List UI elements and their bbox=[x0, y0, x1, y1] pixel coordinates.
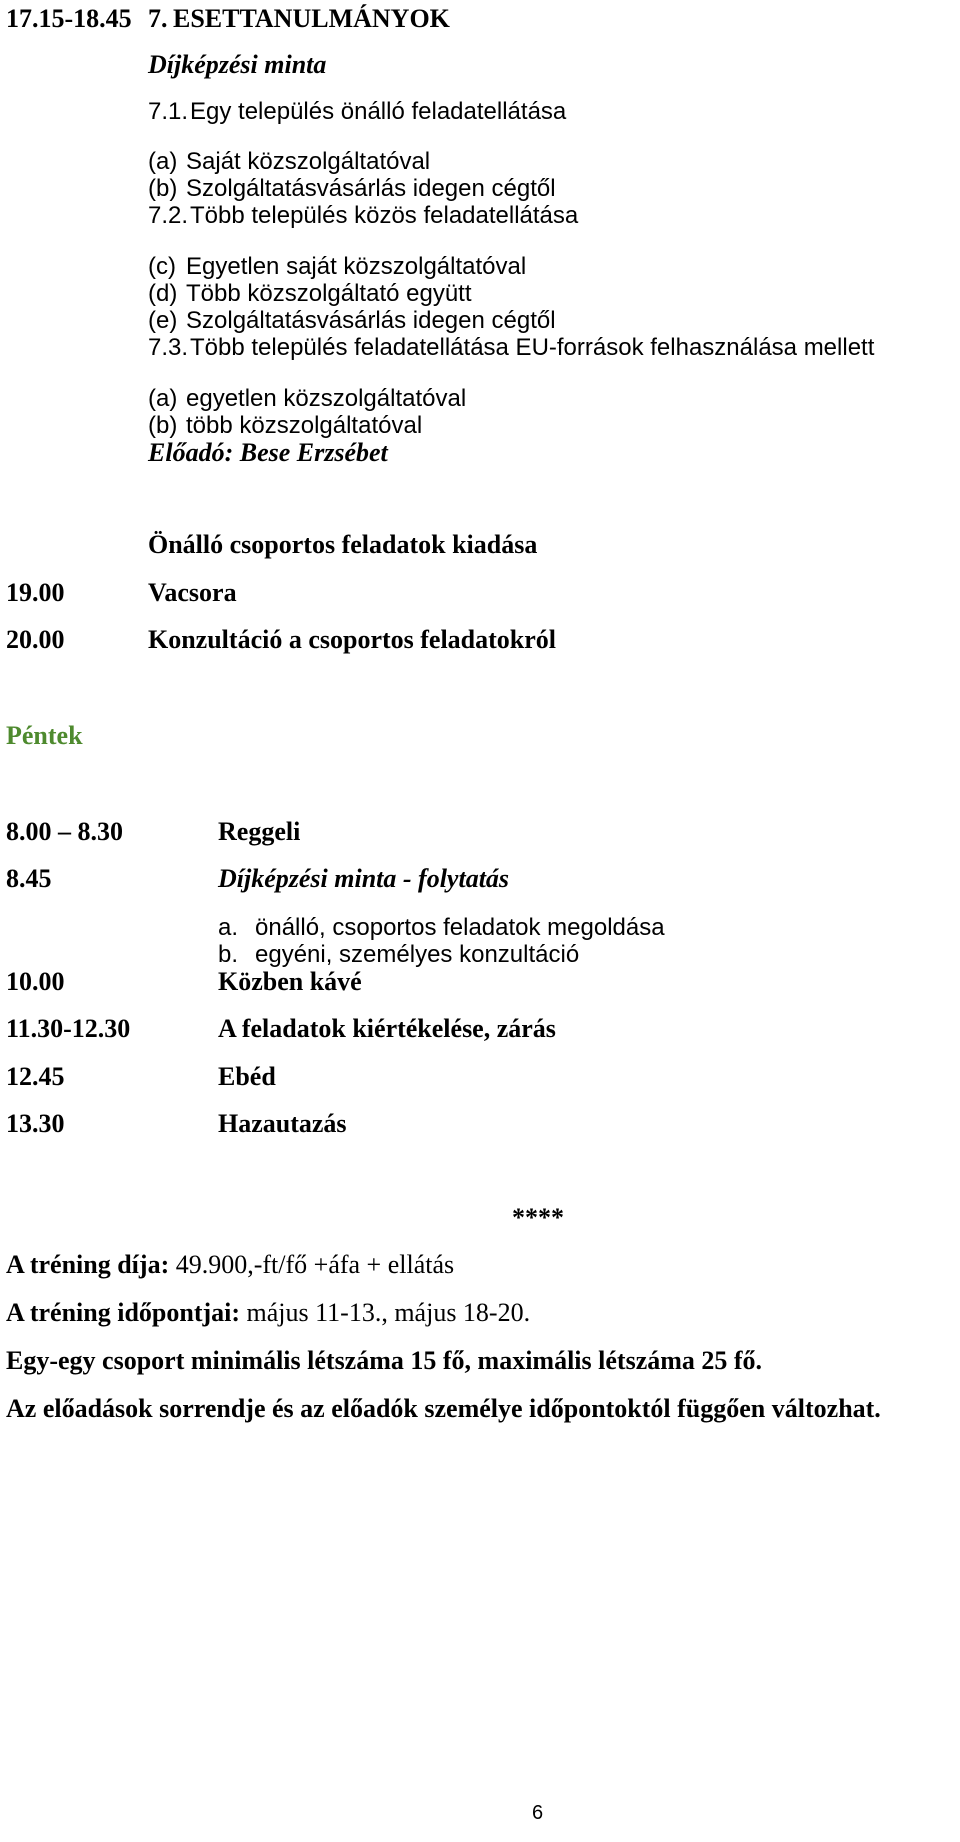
list-item: önálló, csoportos feladatok megoldása bbox=[255, 914, 665, 941]
schedule-item: Vacsora bbox=[148, 578, 237, 607]
presenter: Előadó: Bese Erzsébet bbox=[148, 438, 388, 467]
list-item-marker: b. bbox=[218, 941, 239, 968]
list-item-marker: (b) bbox=[148, 412, 178, 439]
subsection-7-2-number: 7.2. bbox=[148, 202, 189, 229]
list-item: több közszolgáltatóval bbox=[186, 412, 423, 439]
training-fee-label: A tréning díja: bbox=[6, 1250, 170, 1279]
schedule-time: 11.30-12.30 bbox=[6, 1014, 131, 1043]
schedule-time: 12.45 bbox=[6, 1062, 65, 1091]
schedule-item: Díjképzési minta - folytatás bbox=[218, 864, 510, 893]
subsection-7-3-number: 7.3. bbox=[148, 334, 189, 361]
schedule-item: Reggeli bbox=[218, 817, 301, 846]
list-item: Több közszolgáltató együtt bbox=[186, 280, 472, 307]
list-item: Saját közszolgáltatóval bbox=[186, 148, 431, 175]
list-item-marker: (d) bbox=[148, 280, 178, 307]
training-fee bbox=[6, 1250, 454, 1280]
training-dates bbox=[6, 1298, 530, 1328]
subsection-7-2-title: Több település közös feladatellátása bbox=[190, 202, 579, 229]
schedule-item: Közben kávé bbox=[218, 967, 362, 996]
schedule-item: Konzultáció a csoportos feladatokról bbox=[148, 625, 557, 654]
header-time: 17.15-18.45 bbox=[6, 4, 132, 33]
case-study-subtitle: Díjképzési minta bbox=[148, 50, 327, 79]
list-item-marker: (a) bbox=[148, 148, 178, 175]
disclaimer: Az előadások sorrendje és az előadók személye időpontoktól függően változhat. bbox=[6, 1394, 881, 1423]
schedule-time: 8.00 – 8.30 bbox=[6, 817, 123, 846]
subsection-7-1-title: Egy település önálló feladatellátása bbox=[190, 98, 567, 125]
list-item-marker: (b) bbox=[148, 175, 178, 202]
header-number: 7. bbox=[148, 4, 168, 33]
list-item: egyéni, személyes konzultáció bbox=[255, 941, 580, 968]
list-item: egyetlen közszolgáltatóval bbox=[186, 385, 467, 412]
schedule-item: A feladatok kiértékelése, zárás bbox=[218, 1014, 556, 1043]
schedule-time: 13.30 bbox=[6, 1109, 65, 1138]
day-heading: Péntek bbox=[6, 721, 83, 750]
list-item: Szolgáltatásvásárlás idegen cégtől bbox=[186, 307, 556, 334]
schedule-item: Ebéd bbox=[218, 1062, 276, 1091]
group-tasks-heading: Önálló csoportos feladatok kiadása bbox=[148, 530, 538, 559]
schedule-time: 10.00 bbox=[6, 967, 65, 996]
schedule-time: 20.00 bbox=[6, 625, 65, 654]
list-item-marker: (a) bbox=[148, 385, 178, 412]
training-dates-label: A tréning időpontjai: bbox=[6, 1298, 241, 1327]
section-title: ESETTANULMÁNYOK bbox=[173, 4, 450, 33]
schedule-time: 8.45 bbox=[6, 864, 52, 893]
subsection-7-1-number: 7.1. bbox=[148, 98, 189, 125]
list-item-marker: (e) bbox=[148, 307, 178, 334]
schedule-time: 19.00 bbox=[6, 578, 65, 607]
list-item-marker: (c) bbox=[148, 253, 176, 280]
schedule-item: Hazautazás bbox=[218, 1109, 347, 1138]
training-fee-value: 49.900,-ft/fő +áfa + ellátás bbox=[169, 1250, 455, 1279]
separator-stars: **** bbox=[512, 1203, 564, 1232]
group-size-note: Egy-egy csoport minimális létszáma 15 fő, maximális létszáma 25 fő. bbox=[6, 1346, 763, 1375]
training-dates-value: május 11-13., május 18-20. bbox=[240, 1298, 531, 1327]
subsection-7-3-title: Több település feladatellátása EU-források felhasználása mellett bbox=[190, 334, 875, 361]
list-item: Egyetlen saját közszolgáltatóval bbox=[186, 253, 527, 280]
list-item-marker: a. bbox=[218, 914, 239, 941]
list-item: Szolgáltatásvásárlás idegen cégtől bbox=[186, 175, 556, 202]
page-number: 6 bbox=[532, 1802, 544, 1824]
